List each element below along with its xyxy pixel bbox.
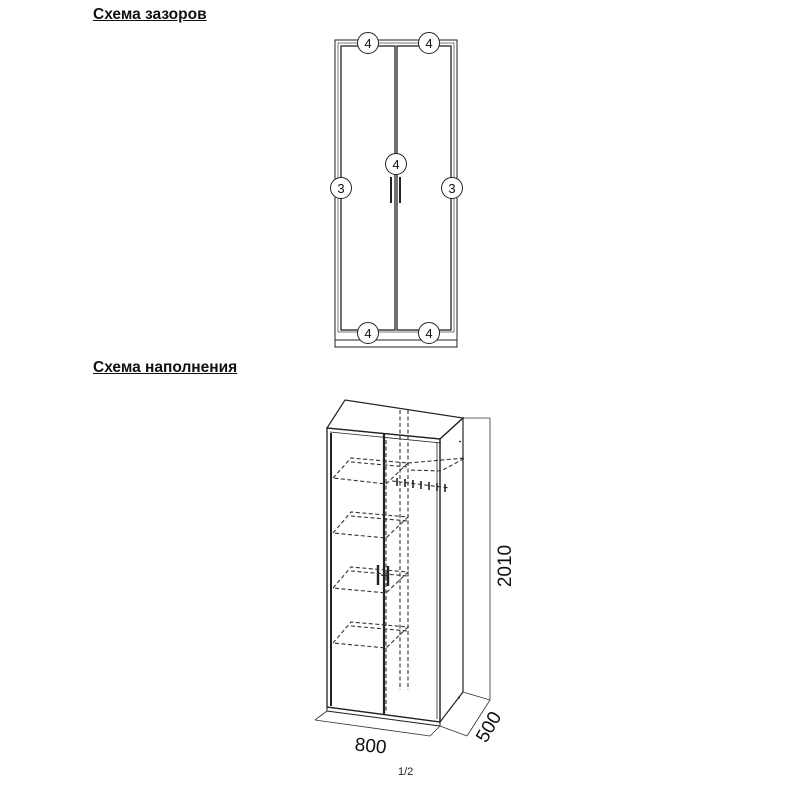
gap-marker-side-right xyxy=(442,178,463,199)
wardrobe-body-outline xyxy=(335,40,457,347)
gap-scheme-heading: Схема зазоров xyxy=(93,6,207,23)
gap-marker-top-right xyxy=(419,33,440,54)
depth-ext-front xyxy=(440,726,467,736)
gap-marker-top-left xyxy=(358,33,379,54)
gap-marker-bottom-right xyxy=(419,323,440,344)
gap-value-bottom-left: 4 xyxy=(364,326,372,341)
gap-value-side-left: 3 xyxy=(337,181,345,196)
hangers xyxy=(397,478,445,492)
page-number: 1/2 xyxy=(398,766,414,778)
filling-scheme-heading: Схема наполнения xyxy=(93,359,238,376)
width-dimension-label: 800 xyxy=(353,734,388,759)
internal-fittings xyxy=(333,410,465,712)
wardrobe-top-face xyxy=(327,400,463,439)
width-ext-left xyxy=(315,711,327,720)
wardrobe-right-side xyxy=(440,418,463,722)
height-dimension-label: 2010 xyxy=(495,544,516,588)
wardrobe-inner-frame xyxy=(338,43,454,332)
hinge-mark-top xyxy=(459,441,461,442)
height-ext-bottom xyxy=(463,692,490,700)
gap-value-bottom-right: 4 xyxy=(425,326,433,341)
right-top-shelf xyxy=(408,458,465,471)
gap-marker-bottom-left xyxy=(358,323,379,344)
gap-marker-middle xyxy=(386,154,407,175)
gap-value-top-left: 4 xyxy=(364,36,372,51)
shelf-2 xyxy=(333,512,408,538)
gap-marker-side-left xyxy=(331,178,352,199)
gap-value-middle: 4 xyxy=(392,157,400,172)
depth-dimension-label: 500 xyxy=(472,708,507,747)
shelf-3 xyxy=(333,567,408,593)
gap-value-top-right: 4 xyxy=(425,36,433,51)
gap-value-side-right: 3 xyxy=(448,181,456,196)
gap-scheme-diagram xyxy=(335,40,457,347)
width-ext-right xyxy=(430,726,440,736)
shelf-4 xyxy=(333,622,408,648)
filling-scheme-diagram xyxy=(327,400,463,726)
